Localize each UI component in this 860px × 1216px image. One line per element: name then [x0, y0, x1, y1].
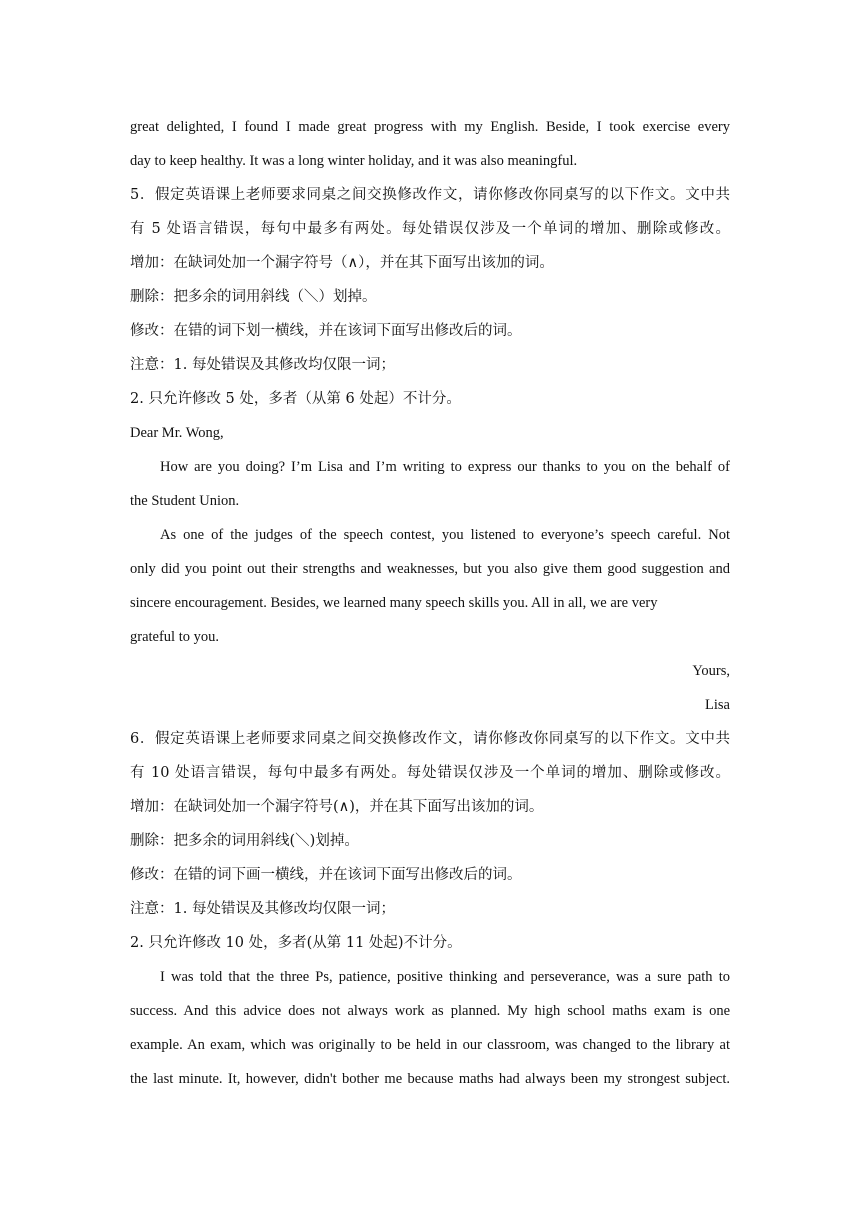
q6-modify-rule: 修改：在错的词下画一横线，并在该词下面写出修改后的词。 [130, 867, 522, 883]
q5-salutation: Dear Mr. Wong, [130, 425, 224, 441]
q6-delete-rule: 删除：把多余的词用斜线(＼)划掉。 [130, 833, 359, 849]
q5-para2-line-1: As one of the judges of the speech contest, you listened to everyone’s speech careful. Not [160, 527, 730, 543]
q6-para1-line-4: the last minute. It, however, didn't bother me because maths had always been my strongest subject. [130, 1071, 730, 1087]
q5-para1-line-1: How are you doing? I’m Lisa and I’m writing to express our thanks to you on the behalf of [160, 459, 730, 475]
q6-prompt-line-2: 有 10 处语言错误，每句中最多有两处。每处错误仅涉及一个单词的增加、删除或修改。 [130, 765, 730, 781]
q5-para2-line-4: grateful to you. [130, 629, 219, 645]
q5-para2-line-3: sincere encouragement. Besides, we learned many speech skills you. All in all, we are very [130, 595, 658, 611]
q5-signature: Lisa [705, 697, 730, 713]
q5-note-1: 注意：1. 每处错误及其修改均仅限一词； [130, 357, 395, 373]
q6-para1-line-3: example. An exam, which was originally to be held in our classroom, was changed to the library at [130, 1037, 730, 1053]
previous-passage-line-1: great delighted, I found I made great progress with my English. Beside, I took exercise every [130, 119, 730, 135]
q5-add-rule: 增加：在缺词处加一个漏字符号（∧），并在其下面写出该加的词。 [130, 255, 554, 271]
q5-para1-line-2: the Student Union. [130, 493, 240, 509]
previous-passage-line-2: day to keep healthy. It was a long winter holiday, and it was also meaningful. [130, 153, 578, 169]
q5-modify-rule: 修改：在错的词下划一横线，并在该词下面写出修改后的词。 [130, 323, 522, 339]
q5-note-2: 2. 只允许修改 5 处，多者（从第 6 处起）不计分。 [130, 391, 461, 407]
q6-note-2: 2. 只允许修改 10 处，多者(从第 11 处起)不计分。 [130, 935, 462, 951]
q5-closing: Yours, [692, 663, 730, 679]
q5-delete-rule: 删除：把多余的词用斜线（＼）划掉。 [130, 289, 377, 305]
q6-para1-line-2: success. And this advice does not always work as planned. My high school maths exam is one [130, 1003, 730, 1019]
q5-para2-line-2: only did you point out their strengths and weaknesses, but you also give them good suggestion and [130, 561, 730, 577]
q6-prompt-line-1: 6．假定英语课上老师要求同桌之间交换修改作文，请你修改你同桌写的以下作文。文中共 [130, 731, 730, 747]
q6-para1-line-1: I was told that the three Ps, patience, positive thinking and perseverance, was a sure path to [160, 969, 730, 985]
q5-prompt-line-1: 5．假定英语课上老师要求同桌之间交换修改作文，请你修改你同桌写的以下作文。文中共 [130, 187, 730, 203]
q5-prompt-line-2: 有 5 处语言错误，每句中最多有两处。每处错误仅涉及一个单词的增加、删除或修改。 [130, 221, 730, 237]
document-page [130, 110, 730, 1096]
q6-add-rule: 增加：在缺词处加一个漏字符号(∧)，并在其下面写出该加的词。 [130, 799, 544, 815]
q6-note-1: 注意：1. 每处错误及其修改均仅限一词； [130, 901, 395, 917]
